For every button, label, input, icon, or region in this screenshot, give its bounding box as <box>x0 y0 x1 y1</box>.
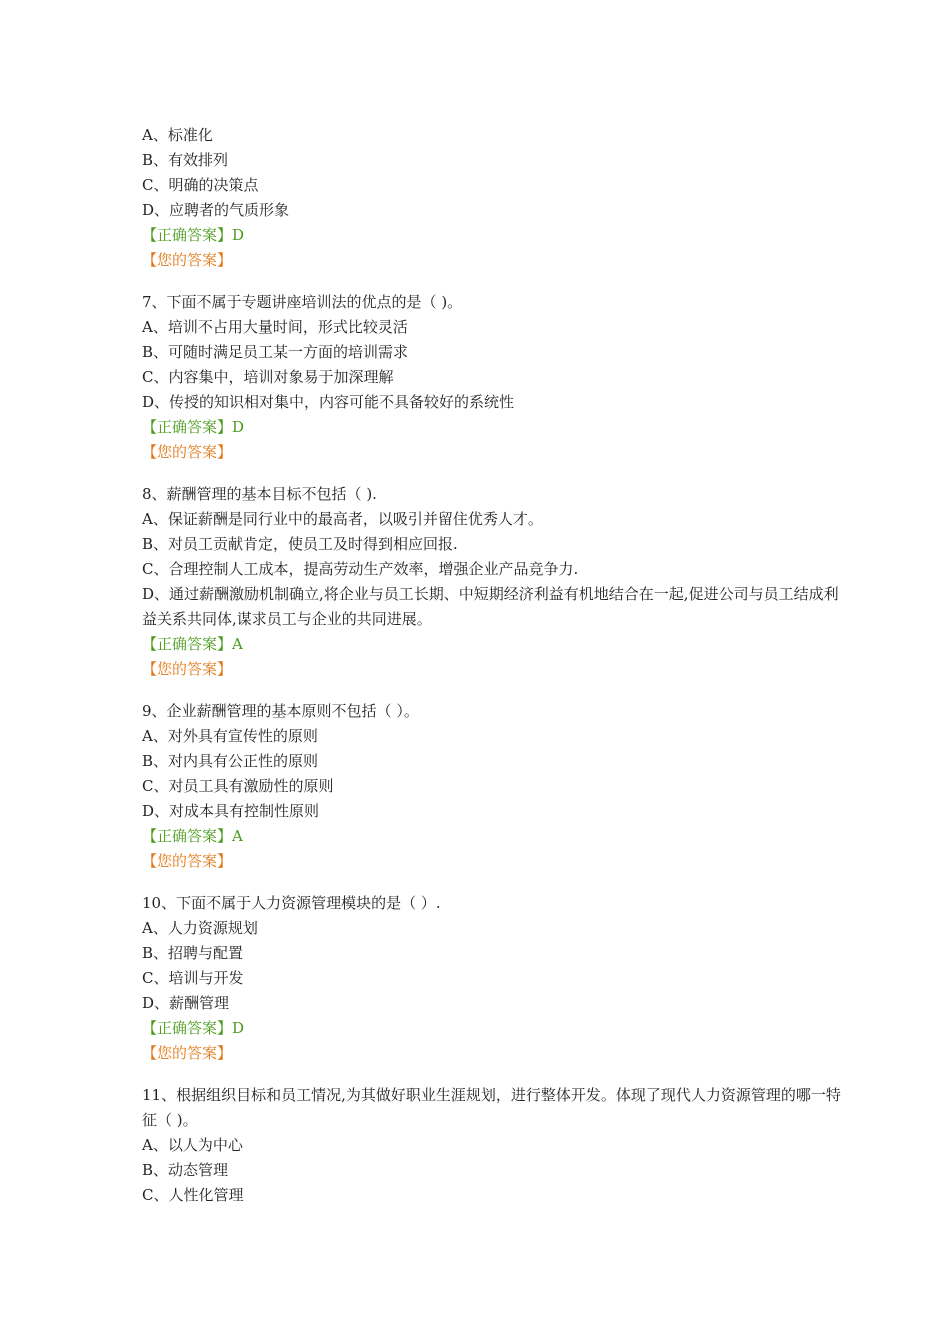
your-answer: 【您的答案】 <box>142 852 233 870</box>
option-a: A、人力资源规划 <box>142 919 258 937</box>
option-a: A、标准化 <box>142 126 213 144</box>
option-c: C、人性化管理 <box>142 1186 244 1204</box>
correct-answer: 【正确答案】D <box>142 1019 245 1037</box>
your-answer: 【您的答案】 <box>142 251 233 269</box>
question-10 <box>142 891 842 1066</box>
your-answer: 【您的答案】 <box>142 660 233 678</box>
correct-answer: 【正确答案】D <box>142 418 245 436</box>
your-answer: 【您的答案】 <box>142 443 233 461</box>
option-c: C、明确的决策点 <box>142 176 259 194</box>
question-11 <box>142 1083 842 1208</box>
question-9 <box>142 699 842 874</box>
option-b: B、可随时满足员工某一方面的培训需求 <box>142 343 409 361</box>
option-d: D、应聘者的气质形象 <box>142 201 290 219</box>
question-8 <box>142 482 842 682</box>
option-c: C、对员工具有激励性的原则 <box>142 777 334 795</box>
question-stem: 7、下面不属于专题讲座培训法的优点的是（ )。 <box>142 293 463 311</box>
option-d: D、对成本具有控制性原则 <box>142 802 320 820</box>
option-a: A、以人为中心 <box>142 1136 243 1154</box>
option-a: A、保证薪酬是同行业中的最高者，以吸引并留住优秀人才。 <box>142 510 543 528</box>
option-b: B、招聘与配置 <box>142 944 244 962</box>
option-c: C、内容集中，培训对象易于加深理解 <box>142 368 394 386</box>
correct-answer: 【正确答案】A <box>142 635 243 653</box>
option-a: A、对外具有宣传性的原则 <box>142 727 318 745</box>
your-answer: 【您的答案】 <box>142 1044 233 1062</box>
option-a: A、培训不占用大量时间，形式比较灵活 <box>142 318 408 336</box>
question-stem: 8、薪酬管理的基本目标不包括（ ). <box>142 485 377 503</box>
correct-answer: 【正确答案】A <box>142 827 243 845</box>
option-c: C、合理控制人工成本，提高劳动生产效率，增强企业产品竞争力. <box>142 560 579 578</box>
option-d: D、薪酬管理 <box>142 994 230 1012</box>
question-stem: 11、根据组织目标和员工情况,为其做好职业生涯规划，进行整体开发。体现了现代人力资源管理的哪一特征（ )。 <box>142 1086 841 1129</box>
option-c: C、培训与开发 <box>142 969 244 987</box>
document-page <box>142 123 842 1208</box>
option-b: B、动态管理 <box>142 1161 229 1179</box>
question-stem: 10、下面不属于人力资源管理模块的是（ ）. <box>142 894 441 912</box>
question-7 <box>142 290 842 465</box>
option-b: B、有效排列 <box>142 151 229 169</box>
option-d: D、通过薪酬激励机制确立,将企业与员工长期、中短期经济利益有机地结合在一起,促进公司与员工结成利益关系共同体,谋求员工与企业的共同进展。 <box>142 585 839 628</box>
option-d: D、传授的知识相对集中，内容可能不具备较好的系统性 <box>142 393 515 411</box>
correct-answer: 【正确答案】D <box>142 226 245 244</box>
question-block-partial <box>142 123 842 273</box>
question-stem: 9、企业薪酬管理的基本原则不包括（ ）。 <box>142 702 419 720</box>
option-b: B、对员工贡献肯定，使员工及时得到相应回报. <box>142 535 458 553</box>
option-b: B、对内具有公正性的原则 <box>142 752 319 770</box>
